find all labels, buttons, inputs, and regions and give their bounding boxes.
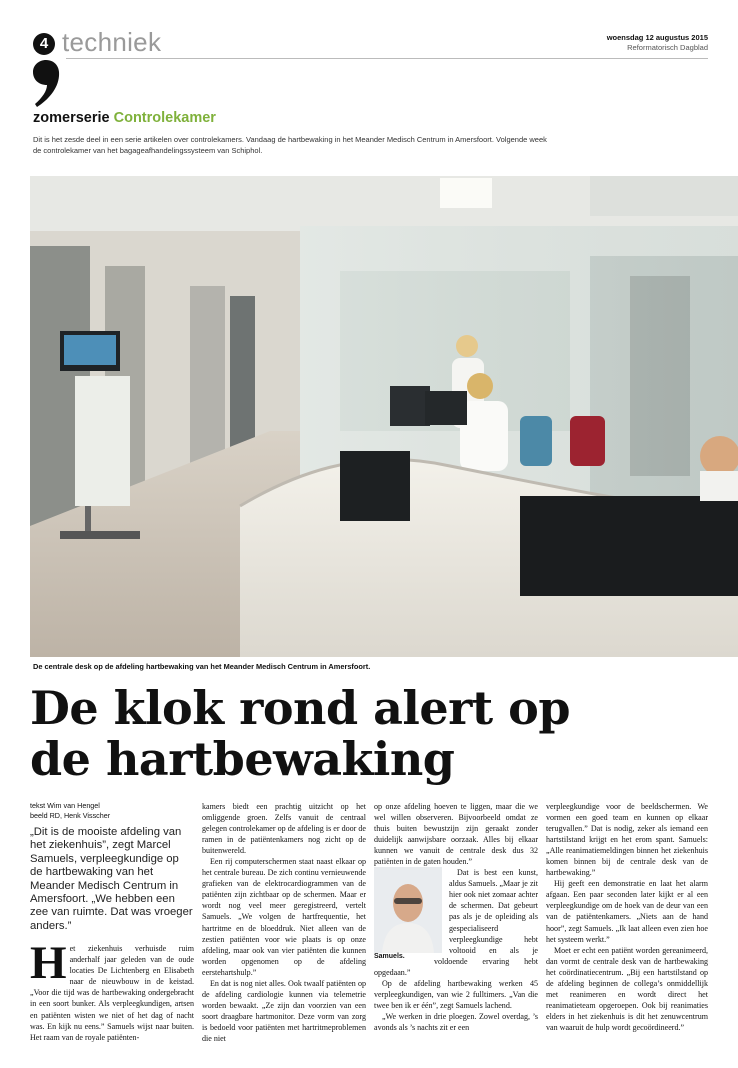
headline-line-2: de hartbewaking (30, 732, 455, 786)
paragraph: Hij geeft een demonstratie en laat het alarm afgaan. Een paar seconden later kijkt er al een verpleegkundige om de hoek van de deur van een van de patiëntenkamers. „Niets aan de hand hoor”, zegt Samuels. „Ik laat alleen even zien hoe het systeem werkt.” (546, 879, 708, 944)
paragraph: Moet er echt een patiënt worden gereanimeerd, dan vormt de centrale desk van de hartbewaking het coördinatiecentrum. „Bij een hartstilstand op de afdeling beginnen de collega’s onmiddellijk met reanimeren en wordt direct het reanimatieteam opgeroepen. Ook bij reanimaties elders in het ziekenhuis is dit het zenuwcentrum van waaruit de hulp wordt gecoördineerd.” (546, 945, 708, 1032)
article-column-2 (202, 801, 366, 1044)
drop-cap: H (30, 937, 67, 990)
paragraph: kamers biedt een prachtig uitzicht op het omliggende groen. Zelfs vanuit de centraal gelegen controlekamer op de afdeling is er door de ramen in de patiëntenkamers nog zicht op de buitenwereld. (202, 802, 366, 856)
control-room-photo (30, 176, 738, 657)
article-column-1 (30, 801, 194, 1043)
photo-credit: beeld RD, Henk Visscher (30, 811, 111, 820)
pull-quote: „Dit is de mooiste afdeling van het ziekenhuis”, zegt Marcel Samuels, verpleegkundige op de hartbewaking van het Meander Medisch Centrum in Amersfoort. „We hebben een zee van ruimte. Dat was vroeger anders.” (30, 826, 193, 932)
series-prefix: zomerserie (33, 110, 110, 126)
section-title: techniek (62, 27, 162, 57)
paragraph: Op de afdeling hartbewaking werken 45 verpleegkundigen, van wie 2 fulltimers. „Van die twee ben ik er één”, zegt Samuels lachend. (374, 978, 538, 1010)
paragraph: Dat is best een kunst, aldus Samuels. „Maar je zit hier ook niet zomaar achter de schermen. Dat gebeurt pas als je de opleiding als gespecialiseerd verpleegkundige hebt voltooid en als je voldoende ervaring hebt opgedaan.” (374, 868, 538, 977)
article-column-3 (374, 801, 538, 1033)
paragraph (30, 937, 194, 1042)
paragraph: En dat is nog niet alles. Ook twaalf patiënten op de afdeling cardiologie kunnen via telemetrie worden bewaakt. „Ze zijn dan voorzien van een soort draagbare hartmonitor. Deze vorm van zorg is bedoeld voor patiënten met hartritmeproblemen die niet (202, 978, 366, 1043)
portrait-caption: Samuels. (374, 953, 405, 961)
page-number: 4 (33, 33, 55, 55)
article-column-4 (546, 801, 708, 1033)
paragraph: „We werken in drie ploegen. Zowel overdag, ’s avonds als ’s nachts zit er een (374, 1011, 538, 1032)
text-credit: tekst Wim van Hengel (30, 801, 100, 810)
headline (30, 683, 570, 785)
publication-name: Reformatorisch Dagblad (627, 43, 708, 52)
series-name: Controlekamer (113, 110, 216, 126)
paragraph-text: op onze afdeling hoeven te liggen, maar die we wel willen observeren. Bijvoorbeeld omdat ze thuis buiten bewustzijn zijn geraakt zonder duidelijk aanwijsbare oorzaak. Alles bij elkaar kunnen we vanuit de centrale desk dus 32 patiënten in de gaten houden.” (374, 802, 538, 867)
issue-date: woensdag 12 augustus 2015 (606, 33, 708, 42)
portrait-photo (374, 867, 442, 953)
comma-logo (30, 58, 62, 110)
byline (30, 801, 194, 821)
paragraph-text: et ziekenhuis verhuisde ruim anderhalf jaar geleden van de oude locaties De Lichtenberg en Elisabeth naar de nieuwbouw in de keistad. „Voor die tijd was de hartbewaking ondergebracht in een soort bunker. Als verpleegkundigen, artsen en patiënten wisten we niet of het dag of nacht was. En kijk nu eens.” Samuels wijst naar buiten. Het raam van de royale patiënten- (30, 944, 194, 1042)
header-rule (66, 58, 708, 59)
dateline (607, 33, 708, 53)
series-title (33, 110, 216, 126)
photo-caption: De centrale desk op de afdeling hartbewaking van het Meander Medisch Centrum in Amersfoort. (33, 662, 371, 671)
paragraph: verpleegkundige voor de beeldschermen. We vormen een goed team en kunnen op elkaar terugvallen.” Dat is nodig, zeker als iemand een hartstilstand krijgt en het erom spant. Samuels: „Alle reanimatiemeldingen binnen het ziekenhuis komen binnen bij de centrale desk van de hartbewaking.” (546, 802, 708, 878)
headline-line-1: De klok rond alert op (30, 681, 571, 735)
paragraph: Een rij computerschermen staat naast elkaar op het centrale bureau. De zich continu vernieuwende grafieken van de elektrocardiogrammen van de patiënten zijn zichtbaar op de schermen. Maar er wordt nog veel meer geregistreerd, vertelt Samuels. „We volgen de hartfrequentie, het hartritme en de bloeddruk. Niet alleen van de zestien patiënten voor wie plaats is op onze afdeling, maar ook van vier patiënten die kunnen worden opgenomen op de afdeling eerstehartshulp.” (202, 857, 366, 977)
series-intro: Dit is het zesde deel in een serie artikelen over controlekamers. Vandaag de hartbewaking in het Meander Medisch Centrum in Amersfoort. Volgende week de controlekamer van het bagageafhandelingssysteem van Schiphol. (33, 135, 547, 155)
paragraph (374, 801, 538, 867)
